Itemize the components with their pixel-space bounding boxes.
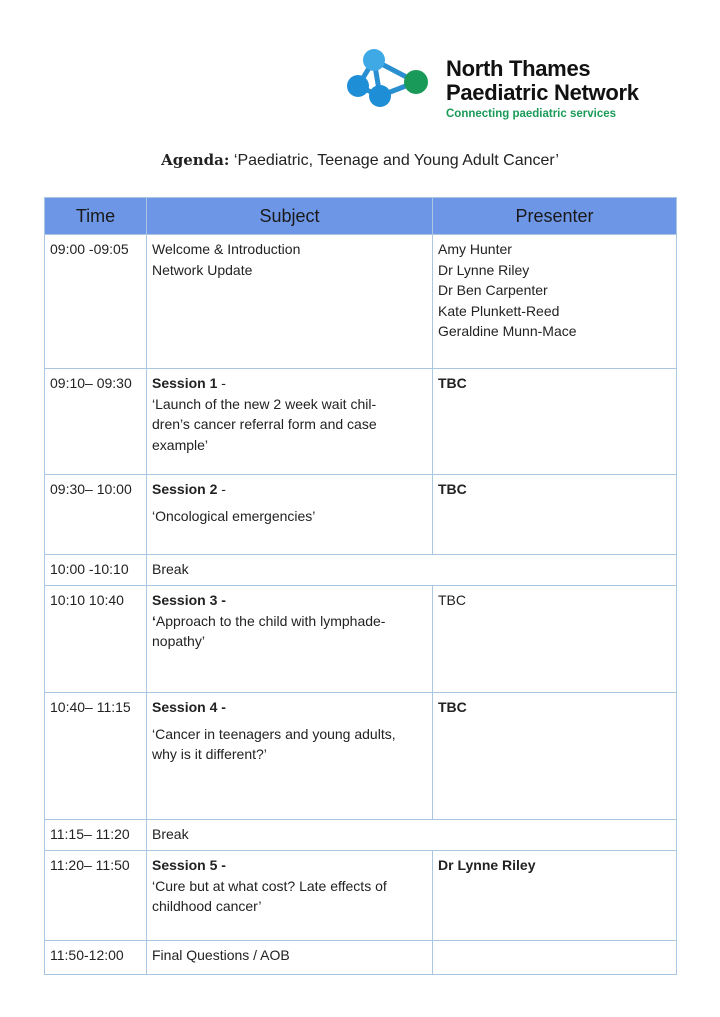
time-cell: 11:20– 11:50 <box>45 851 147 941</box>
time-cell: 09:00 -09:05 <box>45 235 147 369</box>
session-label: Session 2 <box>152 481 218 497</box>
subject-cell <box>147 851 433 941</box>
subject-cell <box>147 235 433 369</box>
session-dash: - <box>217 375 226 391</box>
presenter-cell <box>433 235 677 369</box>
session-heading <box>152 373 427 394</box>
table-row <box>45 851 677 941</box>
header-time: Time <box>45 198 147 235</box>
subject-cell <box>147 693 433 820</box>
title-prefix: Agenda: <box>161 151 230 169</box>
session-label: Session 4 - <box>152 699 226 715</box>
table-row <box>45 369 677 475</box>
time-cell: 09:30– 10:00 <box>45 475 147 555</box>
logo-tagline: Connecting paediatric services <box>446 108 617 120</box>
subject-line <box>152 611 427 632</box>
time-cell: 11:50-12:00 <box>45 941 147 975</box>
subject-cell: Break <box>147 555 677 586</box>
presenter-name: Dr Ben Carpenter <box>438 282 548 298</box>
network-logo <box>344 46 674 126</box>
table-header-row <box>45 198 677 235</box>
agenda-table <box>44 197 677 975</box>
table-row <box>45 941 677 975</box>
session-label: Session 5 - <box>152 857 226 873</box>
header-subject: Subject <box>147 198 433 235</box>
presenter-name: Geraldine Munn-Mace <box>438 323 577 339</box>
subject-cell: Break <box>147 820 677 851</box>
subject-line: Network Update <box>152 261 253 278</box>
presenter-name: Amy Hunter <box>438 241 512 257</box>
header-presenter: Presenter <box>433 198 677 235</box>
presenter-cell: TBC <box>433 693 677 820</box>
subject-line: dren’s cancer referral form and case <box>152 416 377 432</box>
time-cell: 10:40– 11:15 <box>45 693 147 820</box>
subject-cell <box>147 369 433 475</box>
presenter-name: Dr Lynne Riley <box>438 261 530 278</box>
subject-line: why is it different?’ <box>152 746 267 762</box>
table-row <box>45 235 677 369</box>
title-text: ‘Paediatric, Teenage and Young Adult Cancer’ <box>233 152 559 169</box>
time-cell: 11:15– 11:20 <box>45 820 147 851</box>
subject-line: nopathy’ <box>152 633 205 649</box>
session-heading <box>152 479 427 500</box>
time-cell: 10:10 10:40 <box>45 586 147 693</box>
presenter-cell: TBC <box>433 475 677 555</box>
logo-name-line-2: Paediatric Network <box>446 80 639 105</box>
table-row <box>45 693 677 820</box>
subject-line: ‘Launch of the new 2 week wait chil- <box>152 395 377 412</box>
presenter-name: Kate Plunkett-Reed <box>438 302 560 319</box>
subject-open-quote: ‘ <box>152 612 156 629</box>
session-label: Session 1 <box>152 375 218 391</box>
session-dash: - <box>217 481 226 497</box>
table-row <box>45 555 677 586</box>
subject-cell <box>147 586 433 693</box>
subject-line: childhood cancer’ <box>152 898 262 914</box>
subject-line: example’ <box>152 436 209 453</box>
time-cell: 10:00 -10:10 <box>45 555 147 586</box>
subject-cell: Final Questions / AOB <box>147 941 433 975</box>
subject-line: ‘Cancer in teenagers and young adults, <box>152 725 396 742</box>
subject-line: ‘Cure but at what cost? Late effects of <box>152 877 387 894</box>
subject-line: ‘Oncological emergencies’ <box>152 507 316 524</box>
time-cell: 09:10– 09:30 <box>45 369 147 475</box>
table-row <box>45 475 677 555</box>
table-row <box>45 820 677 851</box>
presenter-cell: TBC <box>433 586 677 693</box>
presenter-cell: Dr Lynne Riley <box>433 851 677 941</box>
presenter-cell: TBC <box>433 369 677 475</box>
subject-line: Welcome & Introduction <box>152 241 301 257</box>
table-row <box>45 586 677 693</box>
logo-name-line-1: North Thames <box>446 56 591 81</box>
presenter-cell <box>433 941 677 975</box>
session-label: Session 3 - <box>152 592 226 608</box>
subject-text: Approach to the child with lymphade- <box>155 612 386 629</box>
page-title <box>0 151 720 170</box>
subject-cell <box>147 475 433 555</box>
molecule-logo-icon <box>344 46 444 114</box>
